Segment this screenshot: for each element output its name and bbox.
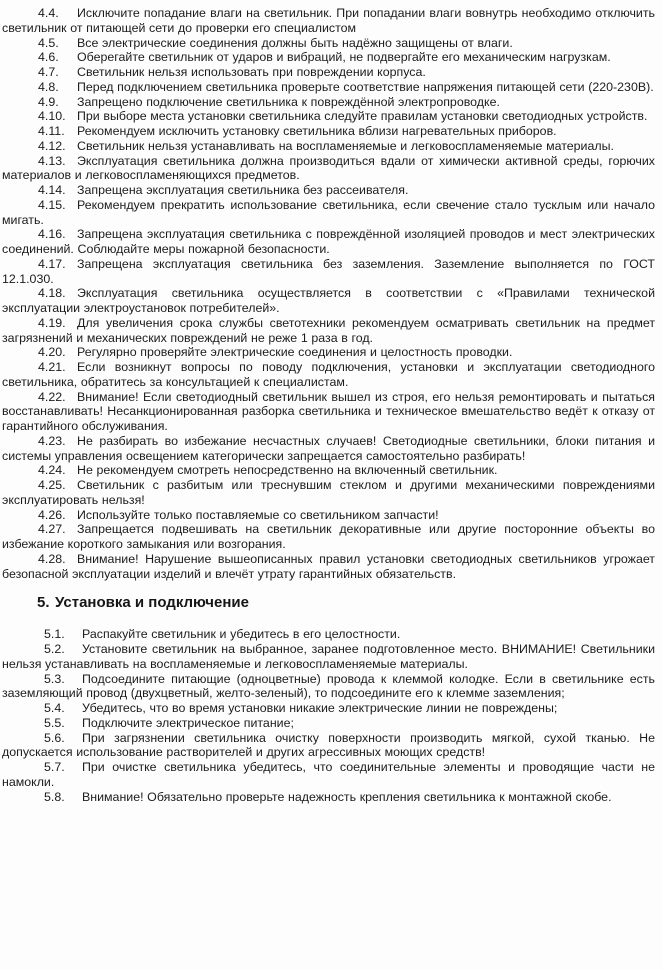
item-text: Рекомендуем прекратить использование светильника, если свечение стало тусклым или начало мигать. [2,197,655,227]
item-text: Внимание! Нарушение вышеописанных правил установки светодиодных светильников угрожает безопасной эксплуатации изделий и влечёт утрату гарантийных обязательств. [2,551,655,581]
item-number: 5.6. [44,730,65,745]
list-item [2,360,655,390]
list-item [2,642,655,672]
list-item [2,627,655,642]
item-number: 4.23. [38,433,66,448]
list-item [2,434,655,464]
list-item [2,80,655,95]
list-item [2,124,655,139]
item-number: 4.25. [38,478,66,492]
list-item [2,198,655,228]
item-number: 4.16. [38,227,66,242]
item-text: Убедитесь, что во время установки никакие электрические линии не повреждены; [82,701,558,715]
item-number: 4.14. [38,183,66,197]
item-text: Все электрические соединения должны быть надёжно защищены от влаги. [77,35,513,50]
item-text: Запрещено подключение светильника к повреждённой электропроводке. [77,94,500,109]
list-item [2,731,655,761]
item-number: 4.24. [38,463,66,478]
list-item [2,6,655,36]
list-item [2,478,655,508]
list-item [2,390,655,434]
list-item [2,316,655,346]
list-item [2,139,655,154]
section-number: 5. [37,594,50,612]
item-text: Внимание! Обязательно проверьте надежность крепления светильника к монтажной скобе. [82,789,612,804]
item-number: 4.28. [38,551,66,566]
list-item [2,345,655,360]
item-text: При выборе места установки светильника следуйте правилам установки светодиодных устройств. [77,109,648,124]
list-item [2,36,655,51]
item-number: 4.21. [38,360,66,374]
item-number: 5.5. [44,715,65,730]
item-text: Внимание! Если светодиодный светильник вышел из строя, его нельзя ремонтировать и пытаться восстанавливать! Несанкционированная разборка светильника и техническое вмешательство ведёт к отказу от гарантийного обслуживания. [2,389,655,433]
item-text: Если возникнут вопросы по поводу подключения, установки и эксплуатации светодиодного светильника, обратитесь за консультацией к специалистам. [2,360,655,389]
item-text: Эксплуатация светильника осуществляется в соответствии с «Правилами технической эксплуатации электроустановок потребителей». [2,286,655,315]
list-item [2,522,655,552]
item-text: Регулярно проверяйте электрические соединения и целостность проводки. [77,345,513,360]
item-number: 4.22. [38,389,66,404]
list-item [2,508,655,523]
item-text: Подключите электрическое питание; [82,715,294,730]
list-item [2,672,655,702]
item-number: 4.7. [38,65,59,79]
item-number: 4.15. [38,197,66,212]
item-number: 4.17. [38,256,66,271]
item-number: 4.27. [38,522,66,537]
item-number: 4.26. [38,507,66,522]
list-item [2,227,655,257]
item-text: Перед подключением светильника проверьте соответствие напряжения питающей сети (220-230В). [77,79,654,94]
item-text: Не разбирать во избежание несчастных случаев! Светодиодные светильники, блоки питания и системы управления освещением категорически запрещается самостоятельно разбирать! [2,433,655,463]
item-number: 4.5. [38,35,59,50]
item-text: Используйте только поставляемые со светильником запчасти! [77,507,439,522]
item-text: Оберегайте светильник от ударов и вибраций, не подвергайте его механическим нагрузкам. [77,50,611,65]
list-item [2,463,655,478]
item-number: 5.1. [44,627,65,642]
item-number: 5.3. [44,671,65,686]
item-number: 5.2. [44,642,65,656]
list-item [2,790,655,805]
item-text: Не рекомендуем смотреть непосредственно на включенный светильник. [77,463,498,478]
item-number: 5.8. [44,789,65,804]
item-text: Эксплуатация светильника должна производиться вдали от химически активной среды, горючих материалов и легковоспламеняющихся предметов. [2,153,655,183]
item-text: Запрещена эксплуатация светильника с повреждённой изоляцией проводов и мест электрических соединений. Соблюдайте меры пожарной безопасности. [2,227,655,256]
item-text: При очистке светильника убедитесь, что соединительные элементы и проводящие части не намокли. [2,760,655,789]
item-text: Запрещается подвешивать на светильник декоративные или другие посторонние объекты во избежание короткого замыкания или возгорания. [2,522,655,551]
list-item [2,701,655,716]
list-item [2,286,655,316]
list-item [2,183,655,198]
item-text: Распакуйте светильник и убедитесь в его целостности. [82,627,401,642]
list-item [2,257,655,287]
section-title: Установка и подключение [55,594,249,612]
list-item [2,154,655,184]
item-number: 4.10. [38,109,66,124]
item-text: При загрязнении светильника очистку поверхности производить мягкой, сухой тканью. Не допускается использование растворителей и других агрессивных моющих средств! [2,730,655,760]
item-text: Светильник нельзя устанавливать на воспламеняемые и легковоспламеняемые материалы. [77,138,614,153]
list-item [2,109,655,124]
list-item [2,760,655,790]
list-item [2,95,655,110]
item-text: Для увеличения срока службы светотехники рекомендуем осматривать светильник на предмет загрязнений и механических повреждений не реже 1 раза в год. [2,315,655,345]
item-text: Подсоедините питающие (одноцветные) провода к клеммой колодке. Если в светильнике есть заземляющий провод (двухцветный, желто-зеленый), то подсоедините его к клемме заземления; [2,671,655,701]
item-number: 4.12. [38,138,66,153]
item-text: Установите светильник на выбранное, заранее подготовленное место. ВНИМАНИЕ! Светильники нельзя устанавливать на воспламеняемые и легковоспламеняемые материалы. [2,642,655,671]
item-number: 4.9. [38,94,59,109]
section4-list [2,6,655,581]
item-number: 4.11. [38,124,65,138]
item-number: 4.20. [38,345,66,360]
item-text: Запрещена эксплуатация светильника без заземления. Заземление выполняется по ГОСТ 12.1.030. [2,256,655,286]
item-text: Исключите попадание влаги на светильник. При попадании влаги вовнутрь необходимо отключить светильник от питающей сети до проверки его специалистом [2,6,655,35]
item-text: Рекомендуем исключить установку светильника вблизи нагревательных приборов. [77,124,557,138]
item-text: Запрещена эксплуатация светильника без рассеивателя. [77,183,409,197]
section5-list [2,627,655,804]
item-number: 4.19. [38,315,66,330]
item-text: Светильник с разбитым или треснувшим стеклом и другими механическими повреждениями эксплуатировать нельзя! [2,478,655,507]
item-text: Светильник нельзя использовать при повреждении корпуса. [77,65,426,79]
list-item [2,50,655,65]
section-heading [2,593,655,612]
item-number: 4.18. [38,286,66,301]
list-item [2,65,655,80]
item-number: 4.4. [38,6,59,20]
list-item [2,716,655,731]
item-number: 4.8. [38,79,59,94]
item-number: 4.13. [38,153,66,168]
item-number: 4.6. [38,50,59,65]
item-number: 5.4. [44,701,65,715]
item-number: 5.7. [44,760,65,774]
list-item [2,552,655,582]
